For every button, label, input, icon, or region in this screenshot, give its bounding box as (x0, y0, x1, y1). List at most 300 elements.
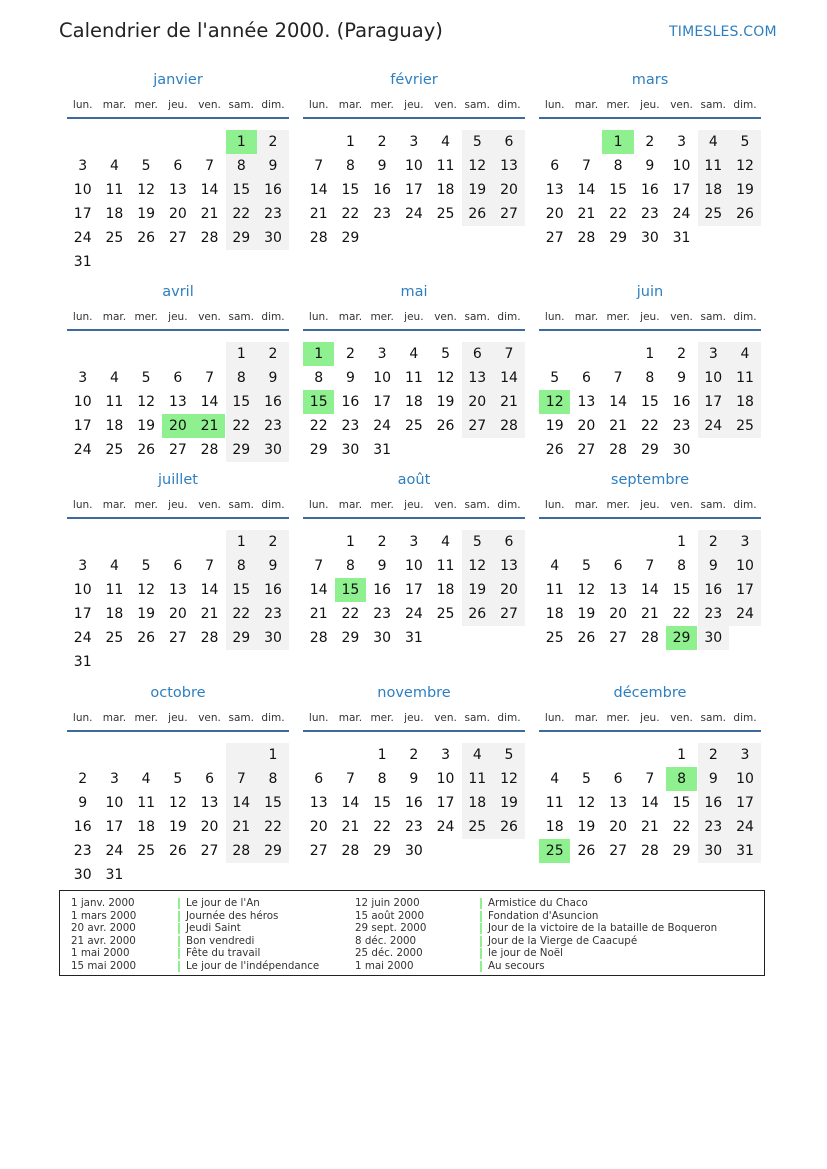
day-cell: 29 (341, 230, 360, 246)
day-cell: 11 (462, 767, 493, 791)
day-cell: 3 (78, 370, 88, 386)
day-cell: 4 (441, 134, 451, 150)
brand-link[interactable]: TIMESLES.COM (669, 24, 777, 40)
day-cell: 19 (577, 606, 596, 622)
month-divider (539, 730, 761, 732)
weekday-header: sam. (464, 499, 491, 511)
weekday-header: dim. (261, 99, 285, 111)
weekday-header: sam. (464, 311, 491, 323)
month-divider (67, 730, 289, 732)
day-cell: 23 (698, 602, 729, 626)
day-cell: 29 (226, 226, 257, 250)
day-cell: 28 (493, 414, 524, 438)
day-cell: 6 (581, 370, 591, 386)
day-cell: 23 (698, 815, 729, 839)
day-cell: 24 (73, 442, 92, 458)
month-name: mars (631, 72, 669, 88)
weekday-header: ven. (670, 311, 693, 323)
month-divider (67, 517, 289, 519)
day-cell: 20 (577, 418, 596, 434)
day-cell: 5 (141, 158, 151, 174)
day-cell: 9 (257, 154, 288, 178)
day-cell: 8 (345, 558, 355, 574)
legend-date: 25 déc. 2000 (355, 947, 423, 960)
day-cell: 29 (226, 626, 257, 650)
day-cell: 24 (672, 206, 691, 222)
weekday-header: ven. (670, 99, 693, 111)
day-cell: 3 (677, 134, 687, 150)
day-cell: 18 (545, 819, 564, 835)
day-cell: 15 (226, 578, 257, 602)
day-cell: 8 (314, 370, 324, 386)
day-cell: 12 (168, 795, 187, 811)
day-cell: 14 (640, 582, 659, 598)
weekday-header: mer. (606, 712, 630, 724)
day-cell: 15 (609, 182, 628, 198)
month-11 (539, 685, 761, 885)
day-cell: 1 (345, 134, 355, 150)
day-cell: 28 (226, 839, 257, 863)
day-cell: 4 (109, 370, 119, 386)
weekday-header: lun. (308, 99, 329, 111)
day-cell: 7 (581, 158, 591, 174)
day-cell: 25 (436, 206, 455, 222)
day-cell: 22 (672, 606, 691, 622)
day-cell: 31 (73, 254, 92, 270)
day-cell: 17 (73, 206, 92, 222)
day-cell: 14 (341, 795, 360, 811)
day-cell: 10 (404, 558, 423, 574)
day-cell: 7 (613, 370, 623, 386)
day-cell: 2 (698, 743, 729, 767)
day-cell: 15 (373, 795, 392, 811)
weekday-header: dim. (497, 99, 521, 111)
month-0 (67, 72, 289, 272)
weekday-header: lun. (544, 712, 565, 724)
legend-label: Le jour de l'An (186, 897, 260, 909)
day-cell: 1 (677, 747, 687, 763)
day-cell: 13 (168, 182, 187, 198)
weekday-header: ven. (434, 311, 457, 323)
day-cell: 11 (137, 795, 156, 811)
day-cell: 14 (493, 366, 524, 390)
day-cell: 12 (137, 582, 156, 598)
day-cell: 8 (345, 158, 355, 174)
day-cell: 27 (609, 630, 628, 646)
day-cell: 18 (462, 791, 493, 815)
weekday-header: mer. (370, 499, 394, 511)
day-cell: 9 (645, 158, 655, 174)
day-cell: 12 (577, 795, 596, 811)
day-cell: 23 (672, 418, 691, 434)
day-cell: 22 (373, 819, 392, 835)
day-cell: 15 (257, 791, 288, 815)
day-cell: 26 (729, 202, 760, 226)
weekday-header: lun. (544, 311, 565, 323)
day-cell: 7 (493, 342, 524, 366)
day-cell: 20 (168, 606, 187, 622)
weekday-header: jeu. (168, 311, 188, 323)
weekday-header: dim. (261, 311, 285, 323)
day-cell: 27 (493, 202, 524, 226)
day-cell: 25 (105, 442, 124, 458)
month-8 (539, 472, 761, 672)
day-cell: 4 (441, 534, 451, 550)
legend-date: 15 août 2000 (355, 909, 425, 922)
day-cell: 1 (677, 534, 687, 550)
month-divider (303, 517, 525, 519)
day-cell: 4 (109, 558, 119, 574)
day-cell: 22 (341, 206, 360, 222)
day-cell: 26 (436, 418, 455, 434)
day-cell: 9 (257, 554, 288, 578)
day-cell: 1 (257, 743, 288, 767)
day-cell: 4 (729, 342, 760, 366)
weekday-header: sam. (700, 499, 727, 511)
day-cell: 30 (341, 442, 360, 458)
weekday-header: mer. (606, 99, 630, 111)
day-cell: 28 (609, 442, 628, 458)
weekday-header: mer. (134, 712, 158, 724)
holiday-day-cell: 1 (602, 130, 633, 154)
day-cell: 19 (545, 418, 564, 434)
legend-label: Au secours (488, 960, 545, 972)
day-cell: 30 (73, 867, 92, 883)
weekday-header: ven. (198, 712, 221, 724)
month-2 (539, 72, 761, 272)
day-cell: 7 (314, 158, 324, 174)
day-cell: 18 (545, 606, 564, 622)
day-cell: 7 (205, 158, 215, 174)
weekday-header: lun. (72, 311, 93, 323)
day-cell: 17 (404, 182, 423, 198)
day-cell: 14 (640, 795, 659, 811)
day-cell: 11 (545, 795, 564, 811)
day-cell: 25 (545, 630, 564, 646)
day-cell: 12 (462, 154, 493, 178)
day-cell: 23 (257, 202, 288, 226)
weekday-header: sam. (700, 712, 727, 724)
weekday-header: mar. (574, 311, 599, 323)
day-cell: 26 (137, 630, 156, 646)
weekday-header: mar. (338, 311, 363, 323)
day-cell: 30 (404, 843, 423, 859)
legend-date: 1 mai 2000 (355, 960, 414, 972)
weekday-header: lun. (308, 712, 329, 724)
day-cell: 30 (257, 226, 288, 250)
day-cell: 8 (226, 366, 257, 390)
day-cell: 3 (409, 134, 419, 150)
weekday-header: mer. (370, 712, 394, 724)
legend-marker (480, 961, 482, 972)
day-cell: 24 (373, 418, 392, 434)
day-cell: 2 (78, 771, 88, 787)
day-cell: 17 (105, 819, 124, 835)
day-cell: 8 (226, 554, 257, 578)
day-cell: 30 (672, 442, 691, 458)
day-cell: 8 (377, 771, 387, 787)
day-cell: 20 (609, 606, 628, 622)
month-name: janvier (153, 72, 203, 88)
day-cell: 21 (341, 819, 360, 835)
day-cell: 28 (200, 630, 219, 646)
day-cell: 6 (173, 370, 183, 386)
day-cell: 22 (640, 418, 659, 434)
weekday-header: mar. (102, 311, 127, 323)
day-cell: 25 (105, 230, 124, 246)
day-cell: 21 (200, 206, 219, 222)
day-cell: 19 (436, 394, 455, 410)
day-cell: 31 (73, 654, 92, 670)
weekday-header: dim. (497, 311, 521, 323)
day-cell: 8 (645, 370, 655, 386)
weekday-header: ven. (434, 99, 457, 111)
legend-label: Jour de la Vierge de Caacupé (488, 934, 638, 947)
weekday-header: dim. (733, 499, 757, 511)
day-cell: 24 (404, 606, 423, 622)
month-name: août (397, 472, 431, 488)
day-cell: 11 (698, 154, 729, 178)
day-cell: 13 (168, 582, 187, 598)
day-cell: 6 (613, 771, 623, 787)
weekday-header: ven. (434, 499, 457, 511)
day-cell: 5 (141, 370, 151, 386)
weekday-header: mar. (102, 499, 127, 511)
day-cell: 15 (341, 182, 360, 198)
day-cell: 3 (729, 530, 760, 554)
legend-date: 21 avr. 2000 (71, 934, 136, 947)
day-cell: 23 (373, 606, 392, 622)
weekday-header: sam. (228, 499, 255, 511)
day-cell: 19 (462, 578, 493, 602)
legend-label: Bon vendredi (186, 934, 255, 947)
day-cell: 14 (577, 182, 596, 198)
day-cell: 12 (462, 554, 493, 578)
day-cell: 3 (698, 342, 729, 366)
weekday-header: lun. (72, 99, 93, 111)
day-cell: 25 (404, 418, 423, 434)
day-cell: 22 (309, 418, 328, 434)
day-cell: 2 (377, 534, 387, 550)
day-cell: 29 (640, 442, 659, 458)
day-cell: 15 (226, 390, 257, 414)
day-cell: 18 (436, 582, 455, 598)
month-3 (67, 284, 289, 484)
weekday-header: jeu. (404, 99, 424, 111)
page-title: Calendrier de l'année 2000. (Paraguay) (59, 19, 443, 42)
day-cell: 13 (462, 366, 493, 390)
day-cell: 9 (377, 158, 387, 174)
day-cell: 22 (226, 202, 257, 226)
legend-marker (480, 948, 482, 959)
weekday-header: mer. (134, 311, 158, 323)
day-cell: 1 (226, 530, 257, 554)
legend-label: Jour de la victoire de la bataille de Boqueron (488, 922, 718, 935)
weekday-header: mar. (338, 712, 363, 724)
day-cell: 11 (404, 370, 423, 386)
day-cell: 28 (200, 442, 219, 458)
day-cell: 1 (226, 342, 257, 366)
month-divider (539, 117, 761, 119)
weekday-header: lun. (544, 99, 565, 111)
day-cell: 18 (137, 819, 156, 835)
day-cell: 9 (257, 366, 288, 390)
day-cell: 16 (257, 390, 288, 414)
month-name: février (390, 72, 438, 88)
day-cell: 12 (729, 154, 760, 178)
day-cell: 7 (205, 558, 215, 574)
day-cell: 26 (462, 202, 493, 226)
legend-label: Jeudi Saint (186, 922, 241, 935)
day-cell: 13 (168, 394, 187, 410)
day-cell: 14 (226, 791, 257, 815)
day-cell: 27 (493, 602, 524, 626)
weekday-header: ven. (198, 499, 221, 511)
day-cell: 14 (200, 582, 219, 598)
day-cell: 13 (609, 795, 628, 811)
day-cell: 19 (137, 606, 156, 622)
day-cell: 13 (200, 795, 219, 811)
legend-marker (178, 936, 180, 947)
weekday-header: jeu. (168, 712, 188, 724)
day-cell: 8 (226, 154, 257, 178)
day-cell: 25 (698, 202, 729, 226)
day-cell: 2 (645, 134, 655, 150)
weekend-cell (226, 743, 257, 767)
day-cell: 11 (436, 558, 455, 574)
day-cell: 22 (226, 602, 257, 626)
day-cell: 21 (640, 819, 659, 835)
day-cell: 31 (373, 442, 392, 458)
day-cell: 27 (545, 230, 564, 246)
month-4 (303, 284, 525, 484)
day-cell: 25 (105, 630, 124, 646)
weekday-header: lun. (308, 311, 329, 323)
day-cell: 10 (73, 394, 92, 410)
day-cell: 15 (672, 795, 691, 811)
day-cell: 26 (493, 815, 524, 839)
day-cell: 17 (73, 418, 92, 434)
day-cell: 5 (581, 558, 591, 574)
day-cell: 5 (462, 530, 493, 554)
day-cell: 27 (168, 230, 187, 246)
day-cell: 6 (205, 771, 215, 787)
weekday-header: dim. (733, 99, 757, 111)
day-cell: 18 (105, 206, 124, 222)
day-cell: 6 (462, 342, 493, 366)
day-cell: 26 (137, 230, 156, 246)
month-name: octobre (150, 685, 206, 701)
day-cell: 17 (436, 795, 455, 811)
day-cell: 29 (341, 630, 360, 646)
weekday-header: jeu. (404, 712, 424, 724)
day-cell: 29 (226, 438, 257, 462)
holiday-day-cell: 20 (162, 414, 193, 438)
day-cell: 28 (200, 230, 219, 246)
weekday-header: ven. (198, 99, 221, 111)
day-cell: 26 (137, 442, 156, 458)
weekday-header: sam. (228, 311, 255, 323)
weekday-header: ven. (670, 712, 693, 724)
day-cell: 12 (577, 582, 596, 598)
month-name: juin (636, 284, 664, 300)
holiday-legend (59, 890, 765, 976)
day-cell: 19 (137, 418, 156, 434)
day-cell: 17 (729, 791, 760, 815)
day-cell: 23 (640, 206, 659, 222)
day-cell: 2 (345, 346, 355, 362)
day-cell: 30 (373, 630, 392, 646)
day-cell: 15 (640, 394, 659, 410)
day-cell: 14 (200, 394, 219, 410)
day-cell: 17 (672, 182, 691, 198)
day-cell: 22 (341, 606, 360, 622)
day-cell: 9 (345, 370, 355, 386)
day-cell: 19 (137, 206, 156, 222)
day-cell: 11 (105, 182, 124, 198)
weekday-header: lun. (72, 712, 93, 724)
month-name: septembre (610, 472, 690, 488)
day-cell: 21 (226, 815, 257, 839)
day-cell: 10 (672, 158, 691, 174)
legend-label: Fête du travail (186, 947, 261, 960)
holiday-day-cell: 1 (226, 130, 257, 154)
day-cell: 16 (404, 795, 423, 811)
day-cell: 25 (436, 606, 455, 622)
holiday-day-cell: 21 (194, 414, 225, 438)
day-cell: 25 (137, 843, 156, 859)
day-cell: 28 (640, 843, 659, 859)
day-cell: 27 (609, 843, 628, 859)
day-cell: 31 (404, 630, 423, 646)
day-cell: 24 (73, 230, 92, 246)
day-cell: 5 (462, 130, 493, 154)
day-cell: 20 (609, 819, 628, 835)
day-cell: 20 (168, 206, 187, 222)
day-cell: 2 (698, 530, 729, 554)
weekday-header: jeu. (640, 499, 660, 511)
day-cell: 16 (698, 578, 729, 602)
day-cell: 11 (436, 158, 455, 174)
weekday-header: ven. (434, 712, 457, 724)
legend-date: 1 janv. 2000 (71, 897, 135, 909)
holiday-day-cell: 15 (303, 390, 334, 414)
day-cell: 29 (672, 843, 691, 859)
day-cell: 4 (550, 771, 560, 787)
day-cell: 6 (493, 130, 524, 154)
day-cell: 17 (73, 606, 92, 622)
day-cell: 21 (309, 606, 328, 622)
day-cell: 8 (257, 767, 288, 791)
day-cell: 2 (377, 134, 387, 150)
weekday-header: jeu. (640, 311, 660, 323)
day-cell: 27 (577, 442, 596, 458)
day-cell: 19 (462, 178, 493, 202)
day-cell: 22 (672, 819, 691, 835)
day-cell: 18 (436, 182, 455, 198)
weekday-header: lun. (544, 499, 565, 511)
weekday-header: mer. (606, 311, 630, 323)
day-cell: 24 (729, 602, 760, 626)
legend-marker (178, 948, 180, 959)
weekday-header: mar. (574, 99, 599, 111)
day-cell: 6 (314, 771, 324, 787)
weekday-header: dim. (261, 499, 285, 511)
legend-marker (178, 911, 180, 922)
weekday-header: dim. (497, 499, 521, 511)
day-cell: 2 (257, 530, 288, 554)
day-cell: 14 (200, 182, 219, 198)
